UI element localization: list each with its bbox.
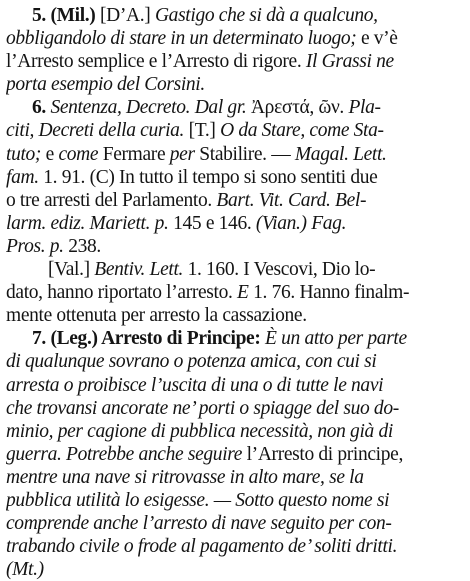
text-run: dato, hanno riportato l’arresto. [6,282,238,304]
text-line [6,512,464,535]
text-run: e v’è [360,28,398,50]
text-run: porta esempio del Corsini. [6,74,205,96]
text-run: minio, per cagione di pubblica necessità, non già di [6,420,393,442]
text-run: comprende anche l’arresto di nave seguito per con- [6,513,392,535]
text-run: Fermare [102,143,170,165]
text-line [6,558,464,581]
text-run: 7. (Leg.) Arresto di Principe: [32,328,266,350]
text-run: È un atto per parte [265,328,407,350]
text-line [6,189,464,212]
text-line [6,73,464,96]
text-line [6,50,464,73]
text-run: 1. 160. I Vescovi, Dio lo- [187,259,376,281]
text-run: 145 e 146. [173,212,256,234]
text-line [6,4,464,27]
text-run: Magal. Lett. [294,143,387,165]
text-run: 238. [68,235,101,257]
text-run: l’Arresto semplice e l’Arresto di rigore. [6,51,306,73]
text-run: di qualunque sovrano o potenza amica, con cui si [6,351,377,373]
text-line [6,96,464,119]
text-run: 1. 76. Hanno finalm- [253,282,410,304]
text-line [6,212,464,235]
text-run: Sentenza, Decreto. Dal gr. [50,97,251,119]
text-run: [Val.] [48,259,95,281]
text-line [6,143,464,166]
text-run: Pla- [348,97,381,119]
text-run: O da Stare, come Sta- [220,120,384,142]
text-run: mente ottenuta per arresto la cassazione. [6,305,307,327]
text-line [6,374,464,397]
text-run: che trovansi ancorate ne’ porti o spiagge del suo do- [6,397,399,419]
text-run: Pros. p. [6,235,69,257]
text-run: per [169,143,200,165]
text-run: Bentiv. Lett. [94,259,188,281]
text-line [6,281,464,304]
text-run: 6. [32,97,51,119]
text-line [6,489,464,512]
text-run: fam. [6,166,44,188]
text-line [6,350,464,373]
text-run: l’Arresto di principe, [246,443,403,465]
text-line [6,258,464,281]
text-run: larm. ediz. Mariett. p. [6,212,174,234]
text-run: o tre arresti del Parlamento. [6,189,217,211]
text-run: Il Grassi ne [305,51,394,73]
text-run: Bart. Vit. Card. Bel- [216,189,367,211]
text-run: [T.] [188,120,221,142]
text-line [6,119,464,142]
text-run: come [58,143,103,165]
text-line [6,235,464,258]
text-line [6,420,464,443]
text-line [6,466,464,489]
text-run: E [237,282,254,304]
text-run: (Mt.) [6,559,44,581]
text-run: citi, Decreti della curia. [6,120,189,142]
text-line [6,27,464,50]
text-run: (Vian.) Fag. [255,212,347,234]
text-run: tuto; [6,143,46,165]
text-run: obbligandolo di stare in un determinato luogo; [6,28,361,50]
text-run: arresta o proibisce l’uscita di una o di tutte le navi [6,374,384,396]
text-run: 5. (Mil.) [32,5,100,26]
text-run: [D’A.] [99,5,155,26]
text-line [6,304,464,327]
text-run: Gastigo che si dà a qualcuno, [154,5,378,26]
text-run: trabando civile o frode al pagamento de’ soliti dritti. [6,536,398,558]
text-line [6,443,464,466]
text-line [6,327,464,350]
text-run: 1. 91. (C) In tutto il tempo si sono sentiti due [43,166,378,188]
text-run: Stabilire. — [199,143,295,165]
text-line [6,397,464,420]
text-line [6,166,464,189]
text-run: e [45,143,59,165]
text-run: pubblica utilità lo esigesse. — Sotto questo nome si [6,489,390,511]
text-run: Ἀρεστά, ῶν. [250,97,349,119]
text-run: guerra. Potrebbe anche seguire [6,443,247,465]
text-run: mentre una nave si ritrovasse in alto mare, se la [6,466,364,488]
text-line [6,535,464,558]
